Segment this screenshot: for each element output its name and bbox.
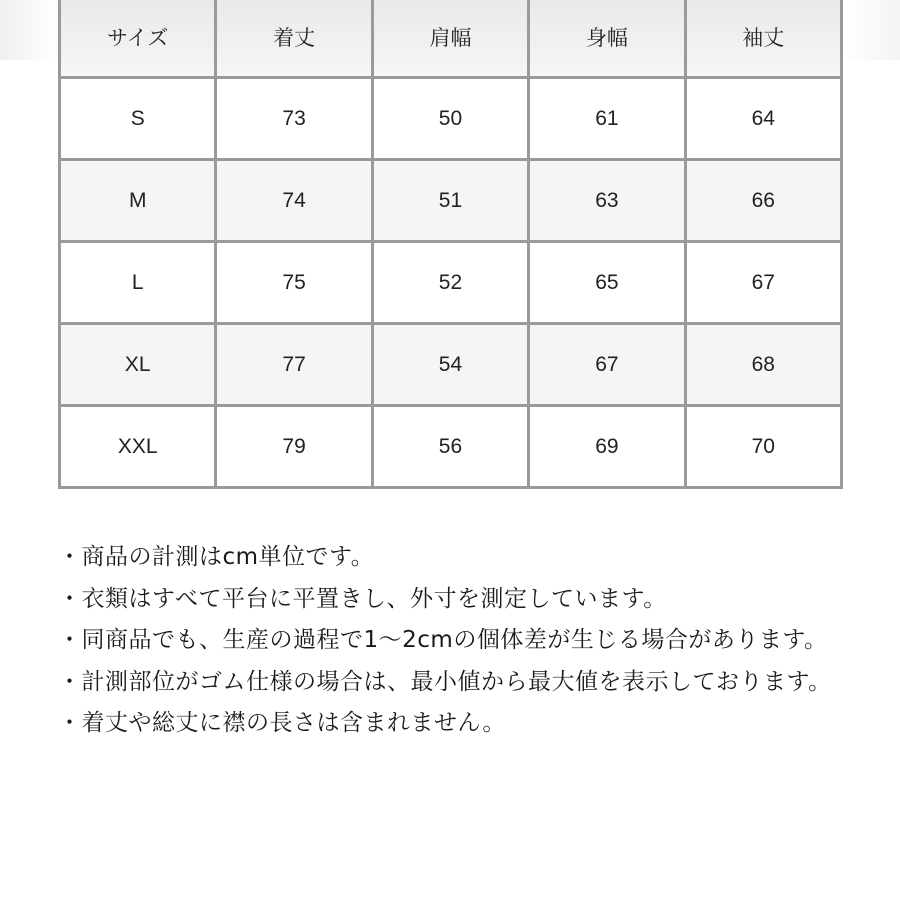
header-sleeve: 袖丈	[685, 0, 841, 78]
background-shade-left	[0, 0, 58, 60]
cell-size: S	[60, 78, 216, 160]
cell-sleeve: 68	[685, 324, 841, 406]
cell-size: L	[60, 242, 216, 324]
cell-length: 75	[216, 242, 372, 324]
note-item: ・衣類はすべて平台に平置きし、外寸を測定しています。	[58, 585, 667, 612]
cell-chest: 63	[529, 160, 685, 242]
cell-length: 73	[216, 78, 372, 160]
table-row	[60, 324, 842, 406]
cell-sleeve: 64	[685, 78, 841, 160]
header-shoulder: 肩幅	[372, 0, 528, 78]
table-header-row	[60, 0, 842, 78]
cell-shoulder: 54	[372, 324, 528, 406]
header-length: 着丈	[216, 0, 372, 78]
cell-shoulder: 50	[372, 78, 528, 160]
note-item: ・着丈や総丈に襟の長さは含まれません。	[58, 710, 506, 736]
cell-chest: 67	[529, 324, 685, 406]
background-shade-right	[842, 0, 900, 60]
cell-size: XL	[60, 324, 216, 406]
table-row	[60, 160, 842, 242]
cell-chest: 65	[529, 242, 685, 324]
cell-length: 79	[216, 406, 372, 488]
table-row	[60, 78, 842, 160]
cell-sleeve: 66	[685, 160, 841, 242]
cell-size: M	[60, 160, 216, 242]
table-row	[60, 406, 842, 488]
header-chest: 身幅	[529, 0, 685, 78]
cell-shoulder: 52	[372, 242, 528, 324]
note-item: ・商品の計測はcm単位です。	[58, 544, 375, 570]
cell-length: 77	[216, 324, 372, 406]
measurement-notes	[58, 537, 858, 745]
note-item: ・同商品でも、生産の過程で1〜2cmの個体差が生じる場合があります。	[58, 627, 828, 653]
table-row	[60, 242, 842, 324]
cell-sleeve: 70	[685, 406, 841, 488]
cell-shoulder: 56	[372, 406, 528, 488]
cell-shoulder: 51	[372, 160, 528, 242]
cell-sleeve: 67	[685, 242, 841, 324]
cell-length: 74	[216, 160, 372, 242]
note-item: ・計測部位がゴム仕様の場合は、最小値から最大値を表示しております。	[58, 668, 832, 695]
size-chart-table	[58, 0, 843, 489]
cell-chest: 69	[529, 406, 685, 488]
header-size: サイズ	[60, 0, 216, 78]
cell-size: XXL	[60, 406, 216, 488]
cell-chest: 61	[529, 78, 685, 160]
